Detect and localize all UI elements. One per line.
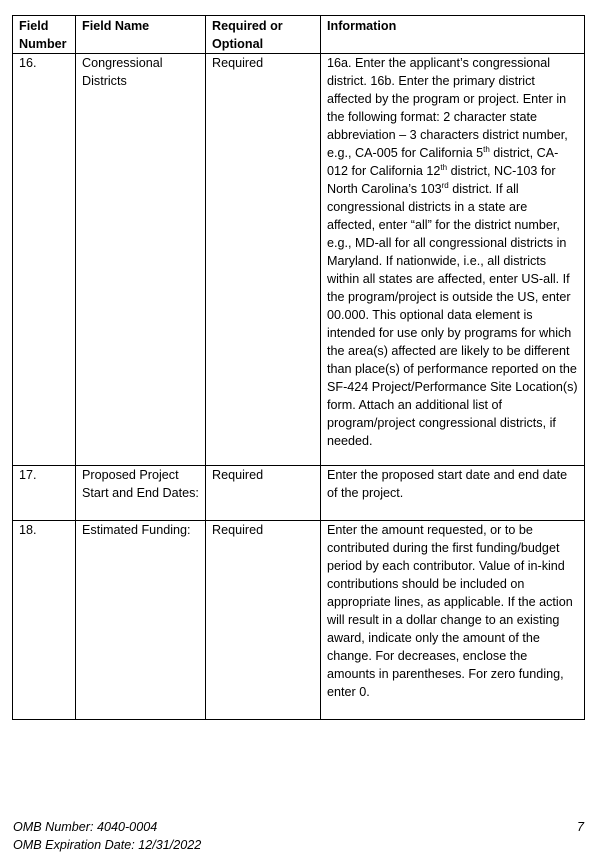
info-text: district. If all congressional districts in a state are affected, enter “all” for the district number, e.g., MD-all for all congressional districts in Maryland. If nationwide, i.e., all districts within all states are affected, enter US-all. If the program/project is outside the US, enter 00.000. This optional data element is intended for use only by programs for which the area(s) affected are likely to be different than place(s) of performance reported on the SF-424 Project/Performance Site Location(s) form. Attach an additional list of program/project congressional districts, if needed. bbox=[327, 182, 578, 448]
omb-expiration-date: OMB Expiration Date: 12/31/2022 bbox=[13, 838, 202, 852]
information-cell: Enter the amount requested, or to be contributed during the first funding/budget period by each contributor. Value of in-kind contributions should be included on appropriate lines, as applicable. If the action will result in a dollar change to an existing award, indicate only the amount of the change. For decreases, enclose the amounts in parentheses. For zero funding, enter 0. bbox=[321, 521, 585, 720]
field-name-cell: Proposed Project Start and End Dates: bbox=[76, 466, 206, 521]
table-row bbox=[13, 521, 585, 720]
field-number-cell: 17. bbox=[13, 466, 76, 521]
info-text: 16a. Enter the applicant’s congressional district. 16b. Enter the primary district affected by the program or project. Enter in the following format: 2 character state abbreviation – 3 characters district number, e.g., CA-005 for California 5 bbox=[327, 56, 568, 160]
required-cell: Required bbox=[206, 54, 321, 466]
field-number-cell: 16. bbox=[13, 54, 76, 466]
required-cell: Required bbox=[206, 466, 321, 521]
required-cell: Required bbox=[206, 521, 321, 720]
header-field-number: Field Number bbox=[13, 16, 76, 54]
omb-number: OMB Number: 4040-0004 bbox=[13, 820, 158, 834]
table-header-row bbox=[13, 16, 585, 54]
ordinal-suffix: th bbox=[440, 163, 448, 172]
field-name-cell: Congressional Districts bbox=[76, 54, 206, 466]
ordinal-suffix: th bbox=[483, 145, 490, 154]
information-cell: Enter the proposed start date and end date of the project. bbox=[321, 466, 585, 521]
page-footer bbox=[13, 818, 201, 854]
ordinal-suffix: rd bbox=[441, 181, 449, 190]
table-row bbox=[13, 466, 585, 521]
field-number-cell: 18. bbox=[13, 521, 76, 720]
information-cell bbox=[321, 54, 585, 466]
info-text: district, CA-012 for California 12 bbox=[327, 146, 559, 178]
field-name-cell: Estimated Funding: bbox=[76, 521, 206, 720]
info-text: district, NC-103 for North Carolina’s 103 bbox=[327, 164, 556, 196]
table-row bbox=[13, 54, 585, 466]
header-information: Information bbox=[321, 16, 585, 54]
instructions-table bbox=[12, 15, 585, 720]
header-required: Required or Optional bbox=[206, 16, 321, 54]
page-number: 7 bbox=[576, 820, 584, 834]
header-field-name: Field Name bbox=[76, 16, 206, 54]
